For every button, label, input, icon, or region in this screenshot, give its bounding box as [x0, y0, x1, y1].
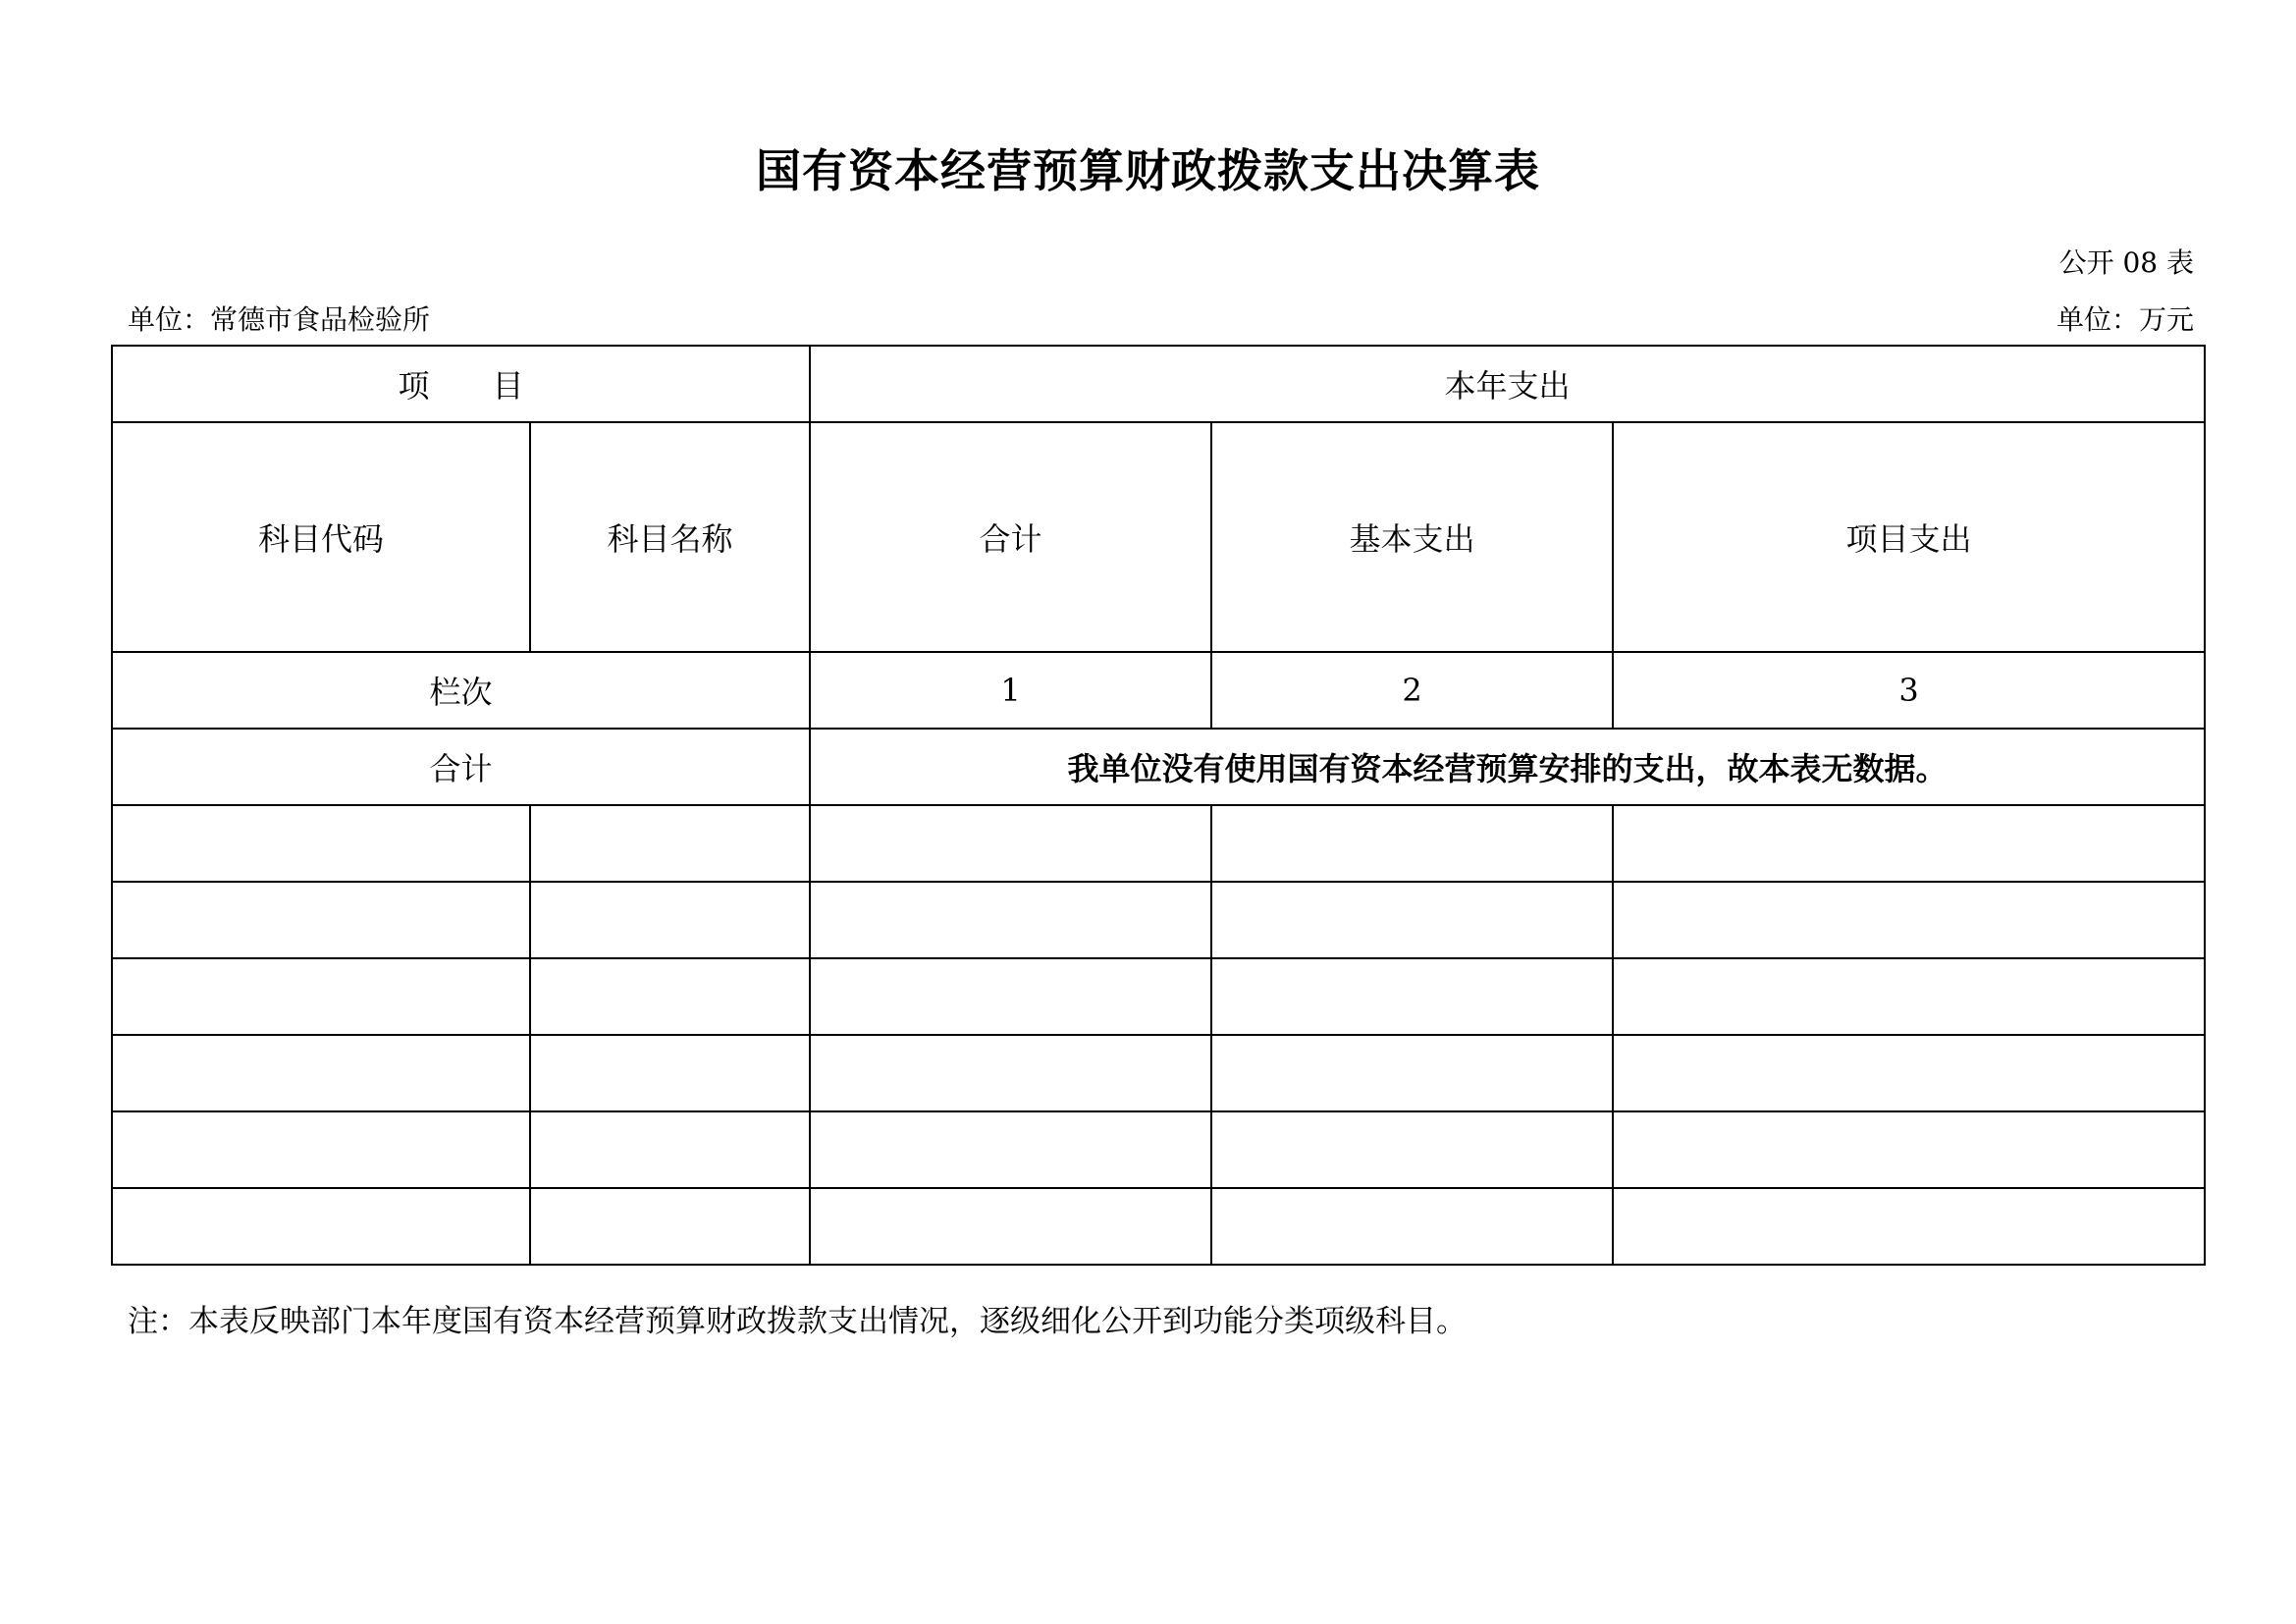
- table-row: [112, 1111, 2205, 1188]
- header-subject-name: 科目名称: [530, 422, 810, 652]
- table-cell: [530, 958, 810, 1035]
- table-cell: [1211, 1188, 1613, 1265]
- form-number: 公开 08 表: [2058, 246, 2194, 279]
- table-cell: [1613, 1035, 2205, 1111]
- table-cell: [112, 805, 530, 882]
- column-number-2: 2: [1211, 652, 1613, 729]
- table-row: [112, 958, 2205, 1035]
- header-basic-expense: 基本支出: [1211, 422, 1613, 652]
- unit-currency: 单位：万元: [2056, 303, 2194, 336]
- table-title: 国有资本经营预算财政拨款支出决算表: [756, 144, 1540, 197]
- table-cell: [1211, 805, 1613, 882]
- table-cell: [810, 882, 1211, 958]
- table-cell: [530, 1188, 810, 1265]
- table-cell: [810, 1188, 1211, 1265]
- header-row-2: [112, 422, 2205, 652]
- no-data-note: 我单位没有使用国有资本经营预算安排的支出，故本表无数据。: [810, 729, 2205, 805]
- table-cell: [530, 805, 810, 882]
- table-row: [112, 882, 2205, 958]
- table-row: [112, 1035, 2205, 1111]
- table-cell: [112, 958, 530, 1035]
- table-cell: [1211, 958, 1613, 1035]
- total-label: 合计: [112, 729, 810, 805]
- table-cell: [1613, 882, 2205, 958]
- column-number-row: [112, 652, 2205, 729]
- column-number-label: 栏次: [112, 652, 810, 729]
- footnote: 注：本表反映部门本年度国有资本经营预算财政拨款支出情况，逐级细化公开到功能分类项级科目。: [128, 1304, 1467, 1339]
- column-number-1: 1: [810, 652, 1211, 729]
- table-cell: [810, 805, 1211, 882]
- table-cell: [1211, 1035, 1613, 1111]
- header-subject-code: 科目代码: [112, 422, 530, 652]
- table-cell: [530, 1111, 810, 1188]
- table-cell: [1613, 1111, 2205, 1188]
- table-cell: [1211, 882, 1613, 958]
- table-cell: [1613, 805, 2205, 882]
- expense-table: [111, 345, 2206, 1266]
- table-row: [112, 805, 2205, 882]
- table-cell: [530, 882, 810, 958]
- header-total: 合计: [810, 422, 1211, 652]
- header-item: 项 目: [112, 346, 810, 422]
- total-row: [112, 729, 2205, 805]
- table-cell: [810, 958, 1211, 1035]
- table-cell: [1211, 1111, 1613, 1188]
- table-row: [112, 1188, 2205, 1265]
- column-number-3: 3: [1613, 652, 2205, 729]
- table-cell: [810, 1111, 1211, 1188]
- table-cell: [112, 1035, 530, 1111]
- table-cell: [530, 1035, 810, 1111]
- table-cell: [112, 1111, 530, 1188]
- unit-organization: 单位：常德市食品检验所: [128, 303, 431, 336]
- table-cell: [1613, 1188, 2205, 1265]
- header-current-year-expense: 本年支出: [810, 346, 2205, 422]
- table-cell: [810, 1035, 1211, 1111]
- table-cell: [1613, 958, 2205, 1035]
- header-row-1: [112, 346, 2205, 422]
- header-project-expense: 项目支出: [1613, 422, 2205, 652]
- table-cell: [112, 882, 530, 958]
- table-cell: [112, 1188, 530, 1265]
